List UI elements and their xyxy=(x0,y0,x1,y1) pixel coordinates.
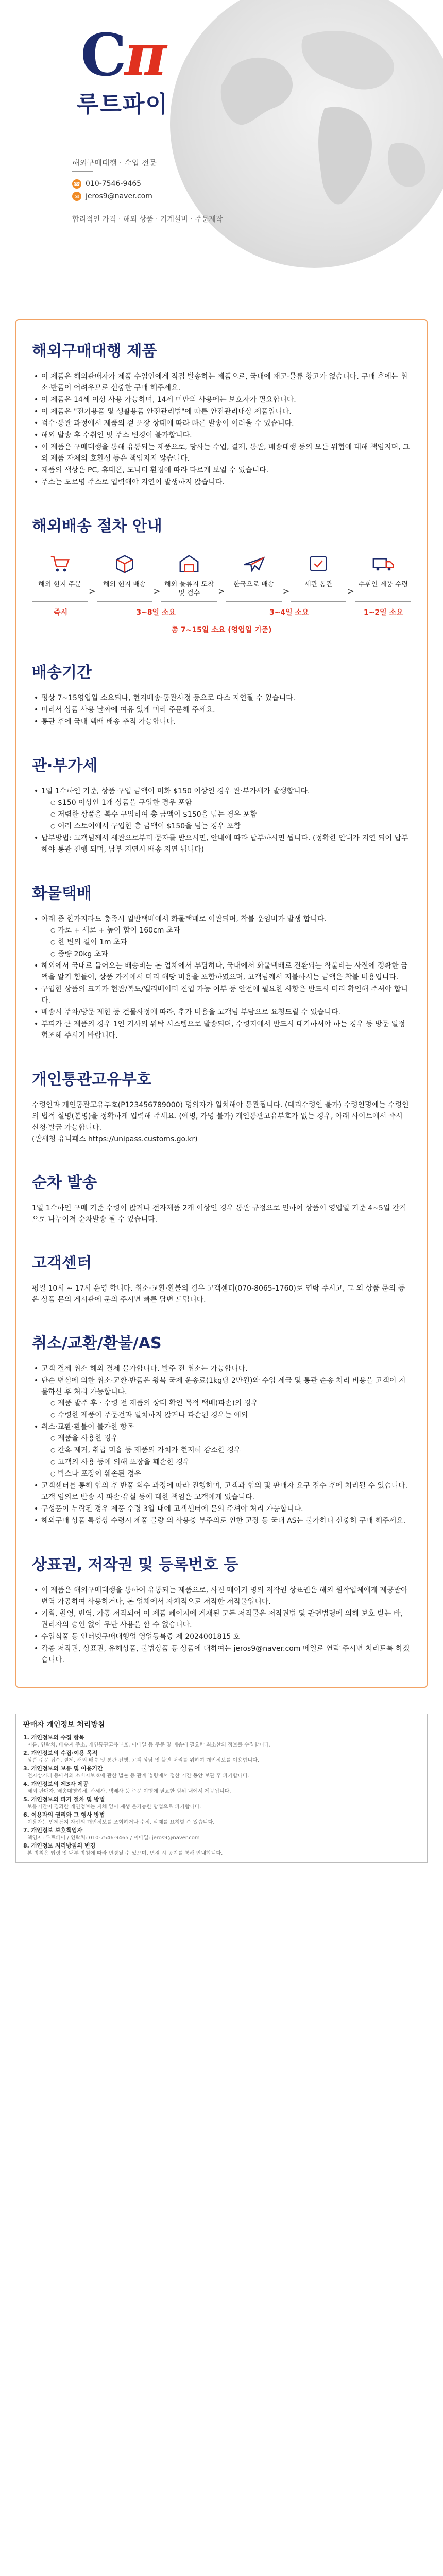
customer-center-section xyxy=(16,1225,427,1306)
logo-text: 루트파이 xyxy=(76,91,168,117)
list-item: • 구입한 상품의 크기가 현관/복도/엘리베이터 진입 가능 여부 등 안전에 필요한 사항은 반드시 미리 확인해 주셔야 합니다. xyxy=(32,984,411,1006)
privacy-item-title: 1. 개인정보의 수집 항목 xyxy=(23,1734,84,1741)
courier-list xyxy=(32,913,411,1041)
refund-section xyxy=(16,1306,427,1527)
list-item: • 납부방법: 고객님께서 세관으로부터 문자를 받으시면, 안내에 따라 납부하시면 됩니다. (정확한 안내가 지연 되어 납부해야 통관 진행 되며, 납부 지연시 배송 지연 됩니다) xyxy=(32,833,411,855)
step-customs xyxy=(291,549,346,602)
phone-row xyxy=(72,178,152,190)
section-title: 해외배송 절차 안내 xyxy=(32,517,162,535)
list-item xyxy=(32,786,411,832)
logo xyxy=(66,22,179,118)
email-address: jeros9@naver.com xyxy=(86,192,152,200)
list-item: • 고객 결제 취소 해외 결제 불가합니다. 발주 전 취소는 가능합니다. xyxy=(32,1363,411,1375)
privacy-item-title: 4. 개인정보의 제3자 제공 xyxy=(23,1781,89,1787)
sub-item: ○ 고객의 사용 등에 의해 포장을 훼손한 경우 xyxy=(50,1456,411,1468)
arrow: > xyxy=(153,586,161,596)
list-item: • 기획, 촬영, 번역, 가공 저작되어 이 제품 페이지에 게재된 모든 저작물은 저작권법 및 관련법령에 의해 보호 받는 바, 권리자의 승인 없이 무단 사용을 할 수 없습니다. xyxy=(32,1608,411,1631)
privacy-item-body: 책임자: 루트파이 / 연락처: 010-7546-9465 / 이메일: jeros9@naver.com xyxy=(27,1835,200,1841)
sub-item: ○ 수령한 제품이 주문건과 일치하지 않거나 파손된 경우는 예외 xyxy=(50,1410,411,1421)
plane-icon xyxy=(226,549,282,578)
list-item xyxy=(32,913,411,960)
section-title: 화물택배 xyxy=(32,885,92,903)
logo-pi: π xyxy=(124,22,165,89)
phone-icon: ☎ xyxy=(72,179,81,189)
trademark-list xyxy=(32,1585,411,1666)
sub-item: ○ 중량 20kg 초과 xyxy=(50,948,411,960)
step-local-delivery xyxy=(97,549,152,602)
list-item: • 평상 7~15영업일 소요되나, 현지배송·통관사정 등으로 다소 지연될 수 있습니다. xyxy=(32,692,411,704)
step-label: 한국으로 배송 xyxy=(226,578,282,602)
section-title: 취소/교환/환불/AS xyxy=(32,1334,162,1352)
courier-section xyxy=(16,856,427,1041)
privacy-title: 판매자 개인정보 처리방침 xyxy=(23,1721,105,1729)
step-label: 해외 현지 주문 xyxy=(32,578,88,602)
warehouse-icon xyxy=(161,549,217,578)
list-item: • 검수·통관 과정에서 제품의 겉 포장 상태에 따라 빠른 발송이 어려울 수 있습니다. xyxy=(32,418,411,429)
list-item: • 이 제품은 해외구매대행을 통하여 유통되는 제품으로, 사진 메이커 명의 저작권 상표권은 해외 원작업체에게 제공받아 변역 가공하여 사용하거나, 본 업체에서 자체적으로 저작한 저작물입니다. xyxy=(32,1585,411,1607)
shipping-steps xyxy=(32,546,411,602)
brand-header xyxy=(0,0,443,319)
list-item-text: 아래 중 한가지라도 충족시 일반택배에서 화물택배로 이관되며, 착불 운임비가 발생 합니다. xyxy=(41,915,327,923)
step-korea-shipping xyxy=(226,549,282,602)
tax-list xyxy=(32,786,411,855)
delivery-list xyxy=(32,692,411,727)
shipping-durations xyxy=(32,602,411,617)
unipass-link[interactable]: (관세청 유니패스 https://unipass.customs.go.kr) xyxy=(32,1135,198,1143)
sub-item: ○ 저렴한 상품을 복수 구입하여 총 금액이 $150을 넘는 경우 포함 xyxy=(50,809,411,820)
sub-item: ○ 가로 + 세로 + 높이 합이 160cm 초과 xyxy=(50,925,411,936)
cart-icon xyxy=(32,549,88,578)
list-item: • 이 제품은 구매대행을 통해 유통되는 제품으로, 당사는 수입, 결제, 통관, 배송대행 등의 모든 위험에 대해 책임지며, 그 외 제품 자체의 호환성 등은 책임지지 않습니다. xyxy=(32,442,411,464)
list-item: • 배송시 주차/방문 제한 등 건물사정에 따라, 추가 비용을 고객님 부담으로 요청드릴 수 있습니다. xyxy=(32,1007,411,1018)
section-paragraph: 1일 1수하인 구매 기준 수령이 많거나 전자제품 2개 이상인 경우 통관 규정으로 인하여 상품이 영업일 기준 4~5일 간격으로 나누어져 순차발송 될 수 있습니다. xyxy=(32,1204,406,1224)
duration-label: 3~4일 소요 xyxy=(269,608,309,617)
section-title: 상표권, 저작권 및 등록번호 등 xyxy=(32,1556,238,1574)
shipping-section xyxy=(16,488,427,635)
refund-list xyxy=(32,1363,411,1527)
privacy-item-body: 본 방침은 법령 및 내부 방침에 따라 변경될 수 있으며, 변경 시 공지를 통해 안내합니다. xyxy=(27,1851,223,1856)
list-item: • 이 제품은 14세 이상 사용 가능하며, 14세 미만의 사용에는 보호자가 필요합니다. xyxy=(32,394,411,405)
section-title: 개인통관고유부호 xyxy=(32,1071,151,1089)
sub-item: ○ 간혹 제거, 취급 미흡 등 제품의 가치가 현저히 감소한 경우 xyxy=(50,1445,411,1456)
globe-illustration xyxy=(170,0,443,268)
section-paragraph: 평일 10시 ~ 17시 운영 합니다. 취소·교환·환불의 경우 고객센터(070-8065-1760)로 연락 주시고, 그 외 상품 문의 등은 상품 문의 게시판에 문의 주시면 빠른 답변 드립니다. xyxy=(32,1284,405,1304)
list-item: • 제품의 색상은 PC, 휴대폰, 모니터 환경에 따라 다르게 보일 수 있습니다. xyxy=(32,465,411,476)
privacy-item xyxy=(23,1749,420,1765)
arrow: > xyxy=(89,586,96,596)
step-receive xyxy=(355,549,411,602)
step-label: 세관 통관 xyxy=(291,578,346,602)
privacy-item-body: 보유기간이 경과한 개인정보는 지체 없이 재생 불가능한 방법으로 파기합니다. xyxy=(27,1804,201,1810)
trademark-section xyxy=(16,1527,427,1666)
step-warehouse xyxy=(161,549,217,602)
step-order xyxy=(32,549,88,602)
tax-sublist xyxy=(41,797,411,832)
customs-icon xyxy=(291,549,346,578)
list-item: • 이 제품은 "전기용품 및 생활용품 안전관리법"에 따른 안전관리대상 제품입니다. xyxy=(32,406,411,417)
refund-sublist xyxy=(41,1398,411,1421)
privacy-item xyxy=(23,1842,420,1857)
privacy-item xyxy=(23,1780,420,1795)
privacy-item xyxy=(23,1765,420,1780)
duration-label: 즉시 xyxy=(54,608,68,617)
privacy-item-title: 7. 개인정보 보호책임자 xyxy=(23,1827,83,1834)
list-item-text: 1일 1수하인 기준, 상품 구입 금액이 미화 $150 이상인 경우 관·부가세가 발생합니다. xyxy=(41,787,310,795)
sub-item: ○ 제품을 사용한 경우 xyxy=(50,1433,411,1444)
list-item: • 미리서 상품 사용 날짜에 여유 있게 미리 주문해 주세요. xyxy=(32,704,411,716)
list-item: • 해외 발송 후 수취인 및 주소 변경이 불가합니다. xyxy=(32,430,411,441)
list-item: • 구성품이 누락된 경우 제품 수령 3일 내에 고객센터에 문의 주셔야 처리 가능합니다. xyxy=(32,1503,411,1515)
list-item xyxy=(32,1421,411,1480)
list-item: • 고객센터를 통해 협의 후 반품 회수 과정에 따라 진행하며, 고객과 협의 및 판매자 요구 접수 후에 처리될 수 있습니다. 고객 임의로 반송 시 파손·유실 등에 대한 책임은 고객에게 있습니다. xyxy=(32,1480,411,1503)
privacy-item-title: 3. 개인정보의 보유 및 이용기간 xyxy=(23,1765,103,1772)
email-icon: ✉ xyxy=(72,192,81,201)
step-label: 해외 현지 배송 xyxy=(97,578,152,602)
sub-item: ○ $150 이상인 1개 상품을 구입한 경우 포함 xyxy=(50,797,411,808)
overseas-list xyxy=(32,371,411,488)
section-title: 순차 발송 xyxy=(32,1174,97,1192)
refund-nested-list xyxy=(41,1433,411,1480)
list-item-text: 취소·교환·환불이 불가한 항목 xyxy=(41,1423,134,1431)
arrow: > xyxy=(347,586,354,596)
courier-sublist xyxy=(41,925,411,960)
list-item: • 각종 저작권, 상표권, 유해상품, 불법상품 등 상품에 대하여는 jeros9@naver.com 메일로 연락 주시면 처리토록 하겠습니다. xyxy=(32,1643,411,1666)
privacy-item-body: 상품 주문 접수, 결제, 해외 배송 및 통관 진행, 고객 상담 및 불만 처리를 위하여 개인정보를 이용합니다. xyxy=(27,1758,259,1764)
privacy-item-body: 해외 판매자, 배송대행업체, 관세사, 택배사 등 주문 이행에 필요한 범위 내에서 제공됩니다. xyxy=(27,1789,231,1794)
privacy-item-body: 전자상거래 등에서의 소비자보호에 관한 법률 등 관계 법령에서 정한 기간 동안 보관 후 파기합니다. xyxy=(27,1773,249,1779)
privacy-item xyxy=(23,1795,420,1811)
overseas-section xyxy=(16,320,427,488)
phone-number: 010-7546-9465 xyxy=(86,180,142,188)
sub-item: ○ 제품 발주 후 · 수령 전 제품의 상태 확인 목적 택배(파손)의 경우 xyxy=(50,1398,411,1409)
step-label: 수취인 제품 수령 xyxy=(355,578,411,602)
list-item: • 해외에서 국내로 들어오는 배송비는 본 업체에서 부담하나, 국내에서 화물택배로 전환되는 착불비는 사전에 정확한 금액을 알기 힘들어, 상품 가격에서 미리 해당 비용을 포함하였으며, 고객님께서 지불하시는 금액은 착불 비용입니다. xyxy=(32,960,411,983)
sub-item: ○ 여러 스토어에서 구입한 총 금액이 $150을 넘는 경우 포함 xyxy=(50,821,411,832)
email-row xyxy=(72,190,152,202)
list-item: • 부피가 큰 제품의 경우 1인 기사의 위탁 시스템으로 발송되며, 수령지에서 반드시 대기하셔야 하는 경우 등 방문 일정 협조해 주시기 바랍니다. xyxy=(32,1019,411,1041)
privacy-item-title: 5. 개인정보의 파기 절차 및 방법 xyxy=(23,1796,105,1803)
arrow: > xyxy=(218,586,225,596)
list-item: • 주소는 도로명 주소로 입력해야 지연이 발생하지 않습니다. xyxy=(32,477,411,488)
delivery-period-section xyxy=(16,635,427,727)
section-paragraph: 수령인과 개인통관고유부호(P123456789000) 명의자가 일치해야 통관됩니다. (대리수령인 불가) 수령인명에는 수령인의 법적 실명(본명)을 정확하게 입력해 주세요. (예명, 가명 불가) 개인통관고유부호가 없는 경우, 아래 사이트에서 즉시 신청·발급 가능합니다. xyxy=(32,1101,409,1132)
tax-section xyxy=(16,728,427,855)
list-item-text: 단순 변심에 의한 취소·교환·반품은 왕복 국제 운송료(1kg당 2만원)와 수입 세금 및 통관 순송 처리 비용을 고객이 지불하신 후 처리 가능합니다. xyxy=(41,1377,406,1396)
shipping-total: 총 7~15일 소요 (영업일 기준) xyxy=(171,626,272,634)
duration-label: 3~8일 소요 xyxy=(136,608,176,617)
sub-item: ○ 박스나 포장이 훼손된 경우 xyxy=(50,1468,411,1480)
list-item: • 해외구매 상품 특성상 수령시 제품 불량 외 사용중 부주의로 인한 고장 등 국내 AS는 불가하니 신중히 구매 해주세요. xyxy=(32,1515,411,1527)
contact-info xyxy=(72,178,152,202)
sub-item: ○ 한 변의 길이 1m 초과 xyxy=(50,937,411,948)
company-description: 해외구매대행 · 수입 전문 xyxy=(72,158,157,167)
privacy-item xyxy=(23,1811,420,1826)
list-item: • 통관 후에 국내 택배 배송 추적 가능합니다. xyxy=(32,716,411,727)
customs-code-section xyxy=(16,1042,427,1145)
tagline: 합리적인 가격 · 해외 상품 · 기계설비 · 주문제작 xyxy=(72,215,223,224)
logo-c: C xyxy=(80,22,125,89)
privacy-item-title: 8. 개인정보 처리방침의 변경 xyxy=(23,1842,96,1849)
step-label: 해외 물류지 도착 및 검수 xyxy=(161,578,217,602)
duration-label: 1~2일 소요 xyxy=(363,608,403,617)
privacy-item-title: 2. 개인정보의 수집·이용 목적 xyxy=(23,1750,98,1756)
sequential-section xyxy=(16,1145,427,1225)
arrow: > xyxy=(282,586,290,596)
box-icon xyxy=(97,549,152,578)
privacy-item-title: 6. 이용자의 권리와 그 행사 방법 xyxy=(23,1811,105,1818)
section-title: 배송기간 xyxy=(32,664,92,682)
truck-icon xyxy=(355,549,411,578)
logo-mark xyxy=(66,22,179,89)
policy-container xyxy=(15,319,428,1688)
privacy-item-body: 이용자는 언제든지 자신의 개인정보를 조회하거나 수정, 삭제를 요청할 수 있습니다. xyxy=(27,1820,215,1825)
section-title: 해외구매대행 제품 xyxy=(32,342,157,360)
list-item: • 수입식품 등 인터넷구매대행업 영업등록증 제 2024001815 호 xyxy=(32,1631,411,1642)
list-item: • 이 제품은 해외판매자가 제품 수입인에게 직접 발송하는 제품으로, 국내에 재고·물류 창고가 없습니다. 구매 후에는 취소·반품이 어려우므로 신중한 구매 해주세요. xyxy=(32,371,411,394)
privacy-policy-box xyxy=(15,1714,428,1863)
section-title: 관·부가세 xyxy=(32,757,98,775)
section-title: 고객센터 xyxy=(32,1254,92,1272)
divider xyxy=(72,171,93,172)
privacy-item xyxy=(23,1734,420,1749)
privacy-item-body: 이름, 연락처, 배송지 주소, 개인통관고유부호, 이메일 등 주문 및 배송에 필요한 최소한의 정보를 수집합니다. xyxy=(27,1742,271,1748)
list-item xyxy=(32,1375,411,1421)
privacy-item xyxy=(23,1826,420,1842)
